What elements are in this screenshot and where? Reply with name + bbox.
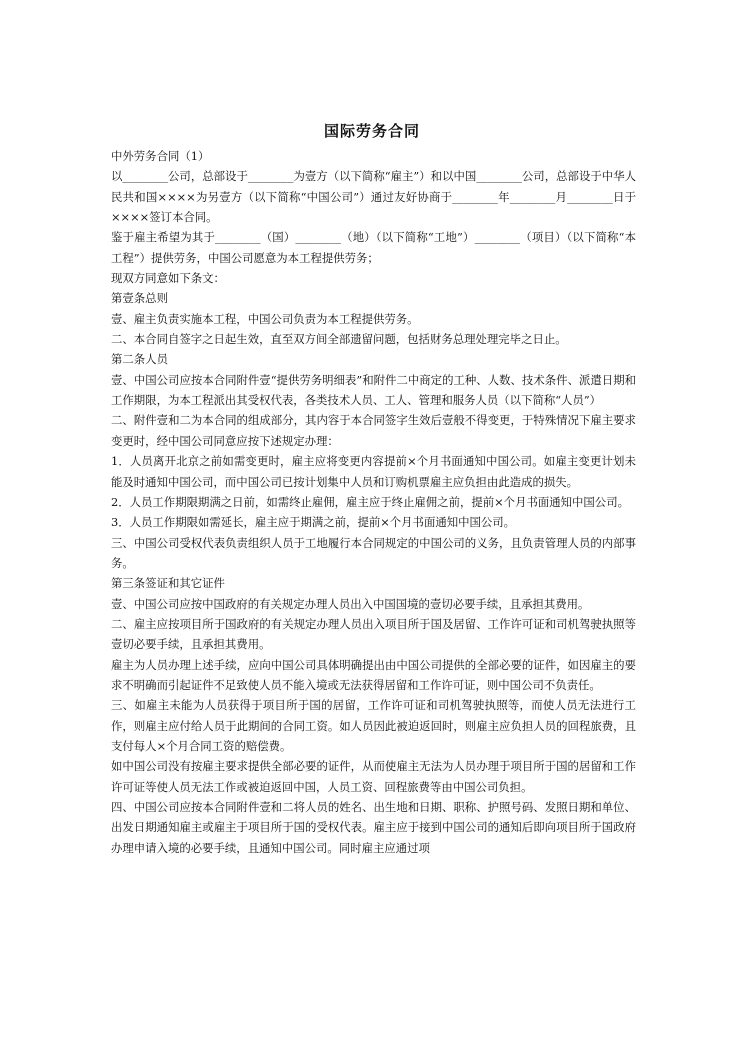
- paragraph: 三、如雇主未能为人员获得于项目所于国的居留，工作许可证和司机驾驶执照等，而使人员无法进行工作，则雇主应付给人员于此期间的合同工资。如人员因此被迫返回时，则雇主应负担人员的回程旅费，且支付每人×个月合同工资的赔偿费。: [111, 698, 636, 753]
- paragraph: 如中国公司没有按雇主要求提供全部必要的证件，从而使雇主无法为人员办理于项目所于国的居留和工作许可证等使人员无法工作或被迫返回中国，人员工资、回程旅费等由中国公司负担。: [111, 759, 636, 794]
- paragraph: 壹、中国公司应按中国政府的有关规定办理人员出入中国国境的壹切必要手续，且承担其费用。: [111, 596, 590, 611]
- paragraph: 2．人员工作期限期满之日前，如需终止雇佣，雇主应于终止雇佣之前，提前×个月书面通知中国公司。: [111, 494, 629, 509]
- section-heading: 第三条签证和其它证件: [111, 576, 225, 591]
- document-title: 国际劳务合同: [323, 122, 420, 140]
- paragraph: 雇主为人员办理上述手续，应向中国公司具体明确提出由中国公司提供的全部必要的证件，如因雇主的要求不明确而引起证件不足致使人员不能入境或无法获得居留和工作许可证，则中国公司不负责任。: [111, 657, 636, 692]
- paragraph: 壹、雇主负责实施本工程，中国公司负责为本工程提供劳务。: [111, 311, 419, 326]
- paragraph: 三、中国公司受权代表负责组织人员于工地履行本合同规定的中国公司的义务，且负责管理人员的内部事务。: [111, 535, 636, 570]
- paragraph: 二、附件壹和二为本合同的组成部分，其内容于本合同签字生效后壹般不得变更，于特殊情况下雇主要求变更时，经中国公司同意应按下述规定办理：: [111, 413, 636, 448]
- section-heading: 第二条人员: [111, 352, 168, 367]
- paragraph: 二、雇主应按项目所于国政府的有关规定办理人员出入项目所于国及居留、工作许可证和司机驾驶执照等壹切必要手续，且承担其费用。: [111, 616, 636, 652]
- paragraph: 中外劳务合同（1）: [111, 149, 210, 163]
- paragraph: 鉴于雇主希望为其于________（国）________（地）（以下简称“工地”）________（项目）（以下简称“本工程”）提供劳务，中国公司愿意为本工程提供劳务；: [111, 230, 636, 265]
- paragraph: 3．人员工作期限如需延长，雇主应于期满之前，提前×个月书面通知中国公司。: [111, 515, 516, 530]
- document-body: [111, 146, 636, 858]
- paragraph: 现双方同意如下条文：: [111, 271, 225, 286]
- section-heading: 第壹条总则: [111, 291, 168, 306]
- paragraph: 壹、中国公司应按本合同附件壹“提供劳务明细表”和附件二中商定的工种、人数、技术条件、派遣日期和工作期限，为本工程派出其受权代表，各类技术人员、工人、管理和服务人员（以下简称“人员”）: [111, 372, 636, 408]
- paragraph: 二、本合同自签字之日起生效，直至双方间全部遗留问题，包括财务总理处理完毕之日止。: [111, 332, 567, 347]
- paragraph: 以________公司，总部设于________为壹方（以下简称“雇主”）和以中国________公司，总部设于中华人民共和国××××为另壹方（以下简称“中国公司”）通过友好协商于________年________月________日于××××签订本合同。: [111, 169, 636, 225]
- paragraph: 四、中国公司应按本合同附件壹和二将人员的姓名、出生地和日期、职称、护照号码、发照日期和单位、出发日期通知雇主或雇主于项目所于国的受权代表。雇主应于接到中国公司的通知后即向项目所于国政府办理申请入境的必要手续，且通知中国公司。同时雇主应通过项: [111, 800, 636, 855]
- paragraph: 1．人员离开北京之前如需变更时，雇主应将变更内容提前×个月书面通知中国公司。如雇主变更计划未能及时通知中国公司，而中国公司已按计划集中人员和订购机票雇主应负担由此造成的损失。: [111, 454, 636, 489]
